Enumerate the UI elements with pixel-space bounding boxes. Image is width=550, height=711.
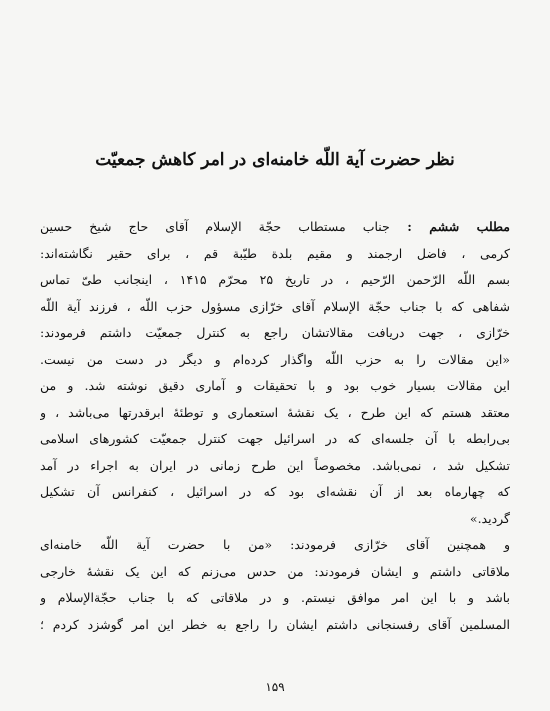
text-line: ملاقاتی داشتم و ایشان فرمودند: من حدس می‌زنم که این یک نقشهٔ خارجی [40, 563, 510, 579]
text-line: تشکیل شد ، نمی‌باشد. مخصوصاً این طرح زمانی در ایران به اجراء در آمد [40, 457, 510, 473]
text-line: بسم اللّه الرّحمن الرّحیم ، در تاریخ ۲۵ محرّم ۱۴۱۵ ، اینجانب طیّ تماس [40, 272, 510, 287]
text-line: مطلب ششم : جناب مستطاب حجّة الإسلام آقای حاج شیخ حسین [40, 219, 510, 234]
text-line: این مقالات بسیار خوب بود و با تحقیقات و آماری دقیق نوشته شد. و من [40, 378, 510, 393]
text-line: که چهارماه بعد از آن نقشه‌ای بود که در اسرائیل ، کنفرانس آن تشکیل [40, 484, 510, 499]
page-number: ۱۵۹ [265, 680, 285, 694]
text-line: شفاهی که با جناب حجّة الإسلام آقای خرّازی مسؤول حزب اللّه ، فرزند آیة اللّه [40, 298, 510, 314]
text-line: خرّازی ، جهت دریافت مقالاتشان راجع به کنترل جمعیّت داشتم فرمودند: [40, 325, 510, 340]
text-line: معتقد هستم که این طرح ، یک نقشهٔ استعماری و توطئهٔ ابرقدرتها می‌باشد ، و [40, 404, 510, 420]
text-line: المسلمین آقای رفسنجانی داشتم ایشان را راجع به خطر این امر گوشزد کردم ؛ [40, 616, 510, 632]
section-lead: مطلب ششم : [389, 219, 510, 234]
text-line: و همچنین آقای خرّازی فرمودند: «من با حضرت آیة اللّه خامنه‌ای [40, 537, 510, 552]
text-line: بی‌رابطه با آن جلسه‌ای که در اسرائیل جهت کنترل جمعیّت کشورهای اسلامی [40, 431, 510, 446]
text-line: گردید.» [469, 510, 510, 526]
text-line: «این مقالات را به حزب اللّه واگذار کرده‌ام و دیگر در دست من نیست. [40, 351, 510, 367]
body-text [40, 214, 510, 638]
text-line: کرمی ، فاضل ارجمند و مقیم بلدة طیّبة قم ، برای حقیر نگاشته‌اند: [40, 245, 510, 261]
text-line: باشد و با این امر موافق نیستم. و در ملاقاتی که با جناب حجّة‌الإسلام و [40, 590, 510, 605]
chapter-title: نظر حضرت آیة اللّه خامنه‌ای در امر کاهش جمعیّت [95, 150, 455, 170]
